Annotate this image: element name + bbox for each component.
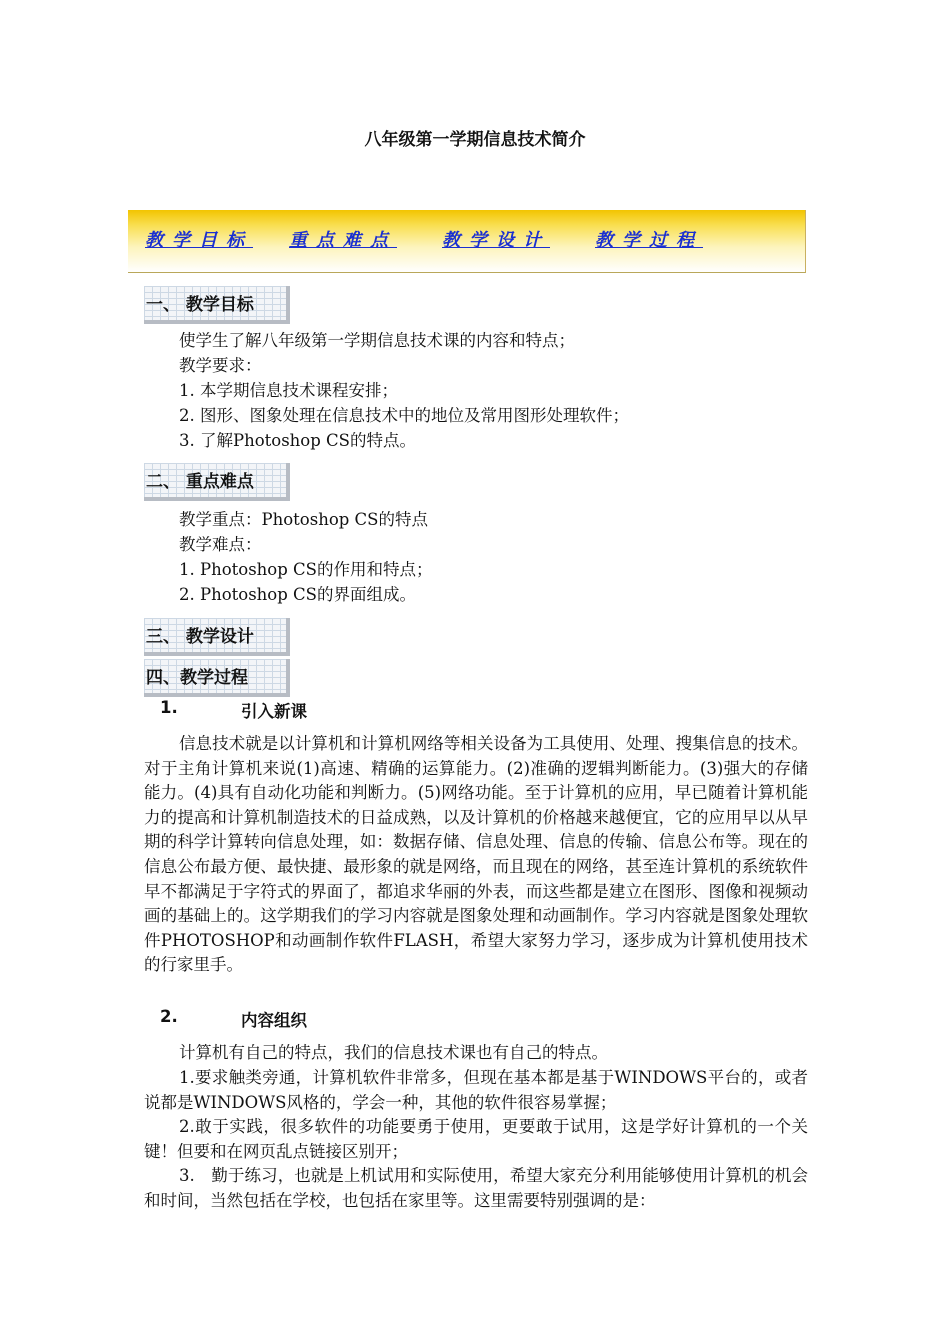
nav-link-design[interactable]: 教学设计 [442,230,550,251]
key-difficulty-item: 2. Photoshop CS的界面组成。 [179,585,416,604]
content-point-paragraph: 3. 勤于练习，也就是上机试用和实际使用，希望大家充分利用能够使用计算机的机会和时间，当然包括在学校，也包括在家里等。这里需要特别强调的是： [144,1166,808,1210]
section-tab-goals [144,286,290,324]
content-point-paragraph: 2.敢于实践，很多软件的功能要勇于使用，更要敢于试用，这是学好计算机的一个关键！但要和在网页乱点链接区别开； [144,1117,808,1161]
goals-requirements-label: 教学要求： [179,356,262,375]
key-focus: 教学重点：Photoshop CS的特点 [179,510,428,529]
section-heading: 三、 教学设计 [146,627,254,647]
goals-item: 2. 图形、图象处理在信息技术中的地位及常用图形处理软件； [179,406,629,425]
section-heading: 二、 重点难点 [146,472,254,492]
section-heading: 一、 教学目标 [146,295,254,315]
intro-paragraph: 信息技术就是以计算机和计算机网络等相关设备为工具使用、处理、搜集信息的技术。对于主角计算机来说(1)高速、精确的运算能力。(2)准确的逻辑判断能力。(3)强大的存储能力。(4)具有自动化功能和判断力。(5)网络功能。至于计算机的应用，早已随着计算机能力的提高和计算机制造技术的日益成熟，以及计算机的价格越来越便宜，它的应用早以从早期的科学计算转向信息处理，如：数据存储、信息处理、信息的传输、信息公布等。现在的信息公布最方便、最快捷、最形象的就是网络，而且现在的网络，甚至连计算机的系统软件早不都满足于字符式的界面了，都追求华丽的外表，而这些都是建立在图形、图像和视频动画的基础上的。这学期我们的学习内容就是图象处理和动画制作。学习内容就是图象处理软件PHOTOSHOP和动画制作软件FLASH，希望大家努力学习，逐步成为计算机使用技术的行家里手。 [144,734,808,975]
content-intro-paragraph: 计算机有自己的特点，我们的信息技术课也有自己的特点。 [179,1043,608,1062]
nav-link-process[interactable]: 教学过程 [595,230,703,251]
step-title: 内容组织 [241,1011,307,1030]
nav-link-key-points[interactable]: 重点难点 [289,230,397,251]
goals-intro: 使学生了解八年级第一学期信息技术课的内容和特点； [179,331,575,350]
step-title: 引入新课 [241,702,307,721]
goals-item: 3. 了解Photoshop CS的特点。 [179,431,416,450]
step-number: 1. [160,698,178,717]
content-point-paragraph: 1.要求触类旁通，计算机软件非常多，但现在基本都是基于WINDOWS平台的，或者说都是WINDOWS风格的，学会一种，其他的软件很容易掌握； [144,1068,808,1112]
section-tab-process [144,659,290,697]
document-title: 八年级第一学期信息技术简介 [364,130,586,150]
section-heading: 四、教学过程 [146,668,248,688]
key-difficulty-item: 1. Photoshop CS的作用和特点； [179,560,433,579]
key-difficulty-label: 教学难点： [179,535,262,554]
section-tab-key-points [144,463,290,501]
nav-link-goals[interactable]: 教学目标 [145,230,253,251]
section-tab-design [144,618,290,656]
goals-item: 1. 本学期信息技术课程安排； [179,381,398,400]
nav-banner [128,210,806,273]
step-number: 2. [160,1007,178,1026]
